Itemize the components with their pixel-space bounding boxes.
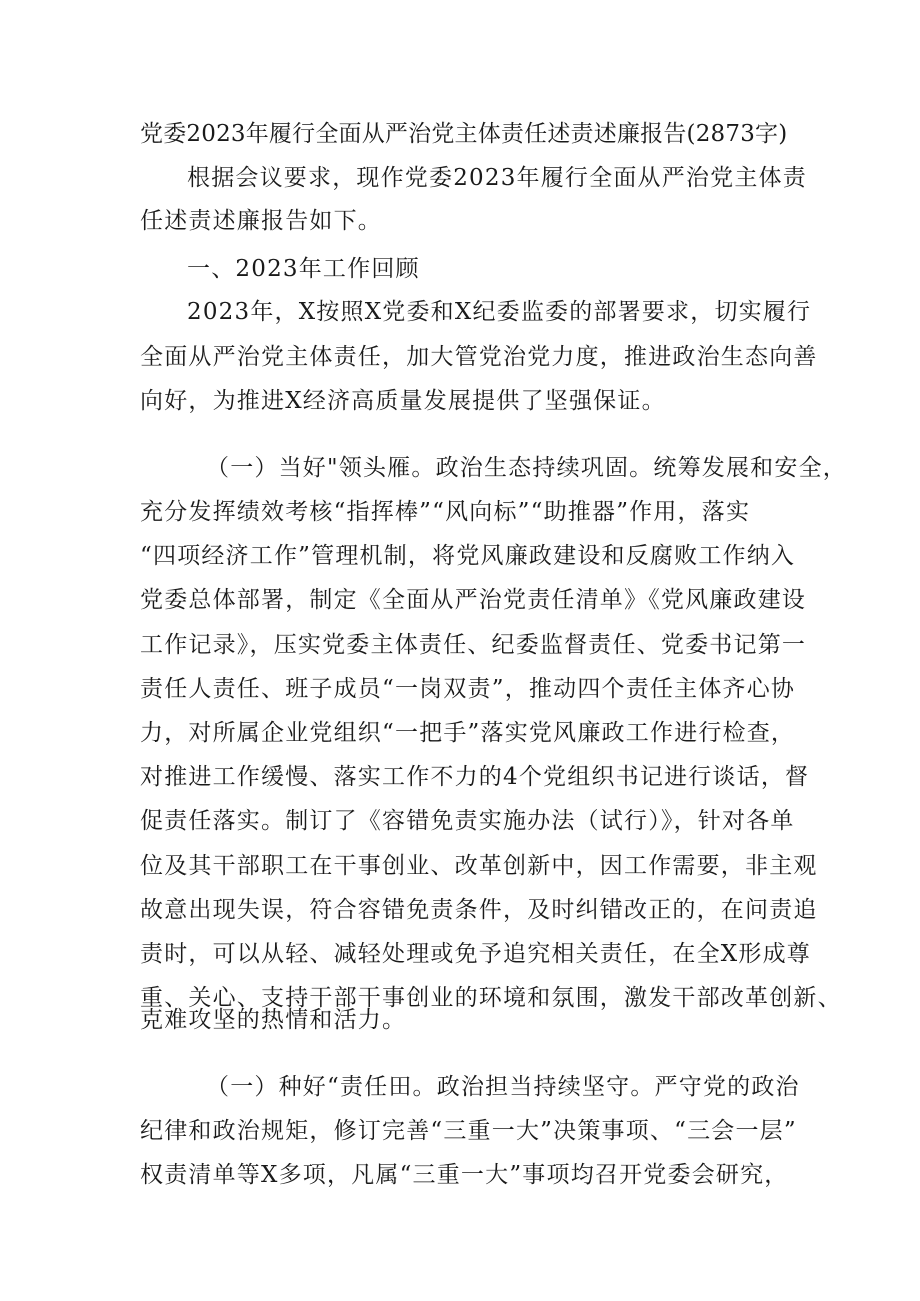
- intro-line-2: 任述责述廉报告如下。: [140, 208, 382, 234]
- document-title: 党委2023年履行全面从严治党主体责任述责述廉报告(2873字): [140, 121, 788, 147]
- paragraph-line: “四项经济工作”管理机制，将党风廉政建设和反腐败工作纳入: [140, 543, 796, 569]
- paragraph-line: （一）当好"领头雁。政治生态持续巩固。统筹发展和安全，: [206, 455, 847, 481]
- paragraph-line: （一）种好“责任田。政治担当持续坚守。严守党的政治: [206, 1074, 800, 1100]
- paragraph-line: 全面从严治党主体责任，加大管党治党力度，推进政治生态向善: [140, 344, 818, 370]
- paragraph-line: 向好，为推进X经济高质量发展提供了坚强保证。: [140, 388, 666, 414]
- paragraph-line: 责任人责任、班子成员“一岗双责”，推动四个责任主体齐心协: [140, 676, 796, 702]
- paragraph-line: 重、关心、支持干部干事创业的环境和氛围，激发干部改革创新、: [140, 985, 842, 1011]
- intro-line-1: 根据会议要求，现作党委2023年履行全面从严治党主体责: [187, 165, 807, 191]
- paragraph-line: 纪律和政治规矩，修订完善“三重一大”决策事项、“三会一层”: [140, 1118, 797, 1144]
- paragraph-line: 力，对所属企业党组织“一把手”落实党风廉政工作进行检查，: [140, 720, 796, 746]
- paragraph-line: 责时，可以从轻、减轻处理或免予追究相关责任，在全X形成尊: [140, 941, 811, 967]
- paragraph-line: 克难攻坚的热情和活力。: [140, 1007, 407, 1033]
- paragraph-line: 充分发挥绩效考核“指挥棒”“风向标”“助推器”作用，落实: [140, 499, 751, 525]
- section-heading: 一、2023年工作回顾: [187, 256, 420, 282]
- paragraph-line: 故意出现失误，符合容错免责条件，及时纠错改正的，在问责追: [140, 897, 818, 923]
- paragraph-line: 工作记录》，压实党委主体责任、纪委监督责任、党委书记第一: [140, 632, 807, 658]
- paragraph-line: 促责任落实。制订了《容错免责实施办法（试行）》，针对各单: [140, 808, 795, 834]
- paragraph-line: 党委总体部署，制定《全面从严治党责任清单》《党风廉政建设: [140, 587, 807, 613]
- paragraph-line: 对推进工作缓慢、落实工作不力的4个党组织书记进行谈话，督: [140, 764, 810, 790]
- paragraph-line: 2023年，X按照X党委和X纪委监委的部署要求，切实履行: [187, 299, 812, 325]
- paragraph-line: 位及其干部职工在干事创业、改革创新中，因工作需要，非主观: [140, 853, 818, 879]
- paragraph-line: 权责清单等X多项，凡属“三重一大”事项均召开党委会研究，: [140, 1162, 789, 1188]
